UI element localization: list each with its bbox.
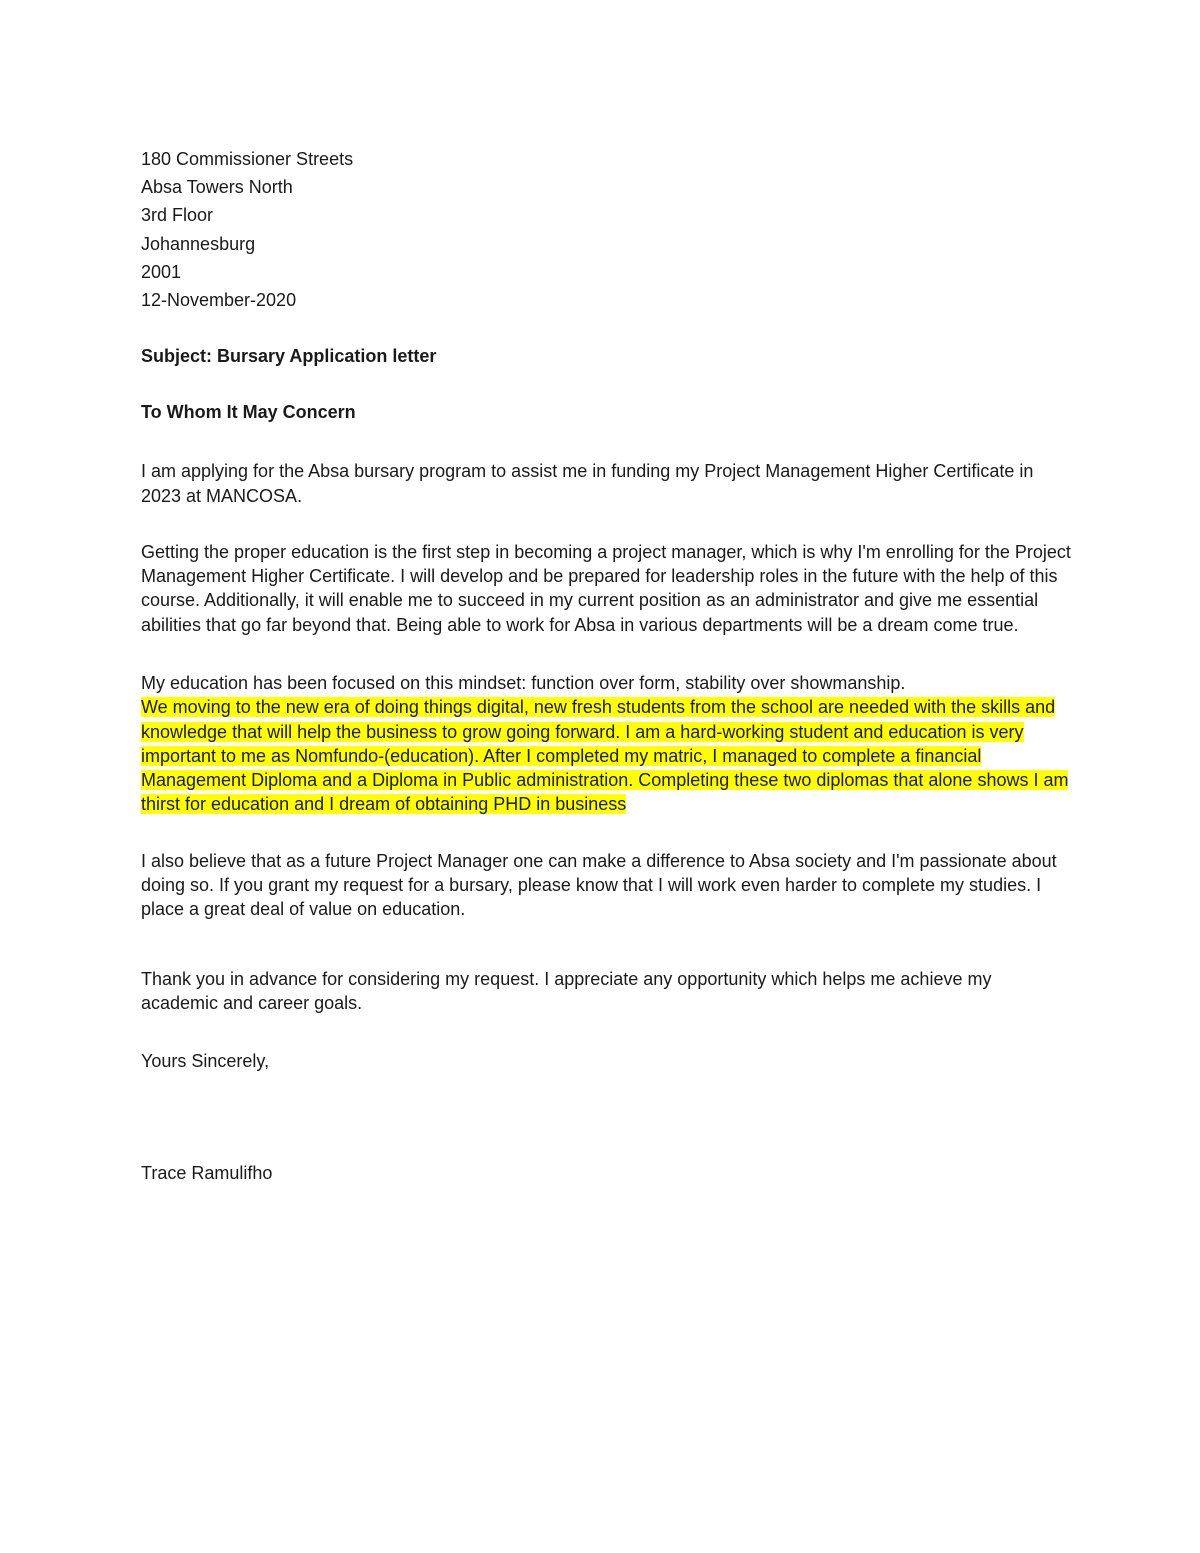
- signature-name: Trace Ramulifho: [141, 1163, 273, 1184]
- paragraph-thanks: Thank you in advance for considering my request. I appreciate any opportunity which helps me achieve my academic and career goals.: [141, 968, 992, 1013]
- letter-body: [141, 145, 1071, 1187]
- address-city: Johannesburg: [141, 233, 256, 254]
- paragraph-motivation: Getting the proper education is the first step in becoming a project manager, which is why I'm enrolling for the Project Management Higher Certificate. I will develop and be prepared for leadership roles in the future with the help of this course. Additionally, it will enable me to succeed in my current position as an administrator and give me essential abilities that go far beyond that. Being able to work for Absa in various departments will be a dream come true.: [141, 541, 1071, 635]
- address-street: 180 Commissioner Streets: [141, 149, 354, 169]
- address-postal-code: 2001: [141, 261, 182, 282]
- highlighted-text: We moving to the new era of doing things digital, new fresh students from the school are needed with the skills and knowledge that will help the business to grow going forward. I am a hard-working student and education is very important to me as Nomfundo-(education). After I completed my matric, I managed to complete a financial Management Diploma and a Diploma in Public administration. Completing these two diplomas that alone shows I am thirst for education and I dream of obtaining PHD in business: [141, 697, 1069, 815]
- address-floor: 3rd Floor: [141, 205, 214, 226]
- paragraph-mindset: My education has been focused on this mindset: function over form, stability over showmanship.: [141, 673, 906, 693]
- paragraph-belief: I also believe that as a future Project Manager one can make a difference to Absa society and I'm passionate about doing so. If you grant my request for a bursary, please know that I will work even harder to complete my studies. I place a great deal of value on education.: [141, 850, 1057, 920]
- sender-address: [141, 145, 1071, 314]
- salutation: To Whom It May Concern: [141, 402, 356, 423]
- paragraph-intro: I am applying for the Absa bursary program to assist me in funding my Project Management Higher Certificate in 2023 at MANCOSA.: [141, 461, 1034, 506]
- paragraph-highlighted: [141, 695, 1071, 816]
- closing: Yours Sincerely,: [141, 1051, 270, 1072]
- letter-date: 12-November-2020: [141, 290, 297, 311]
- address-building: Absa Towers North: [141, 177, 293, 198]
- subject-line: Subject: Bursary Application letter: [141, 346, 437, 367]
